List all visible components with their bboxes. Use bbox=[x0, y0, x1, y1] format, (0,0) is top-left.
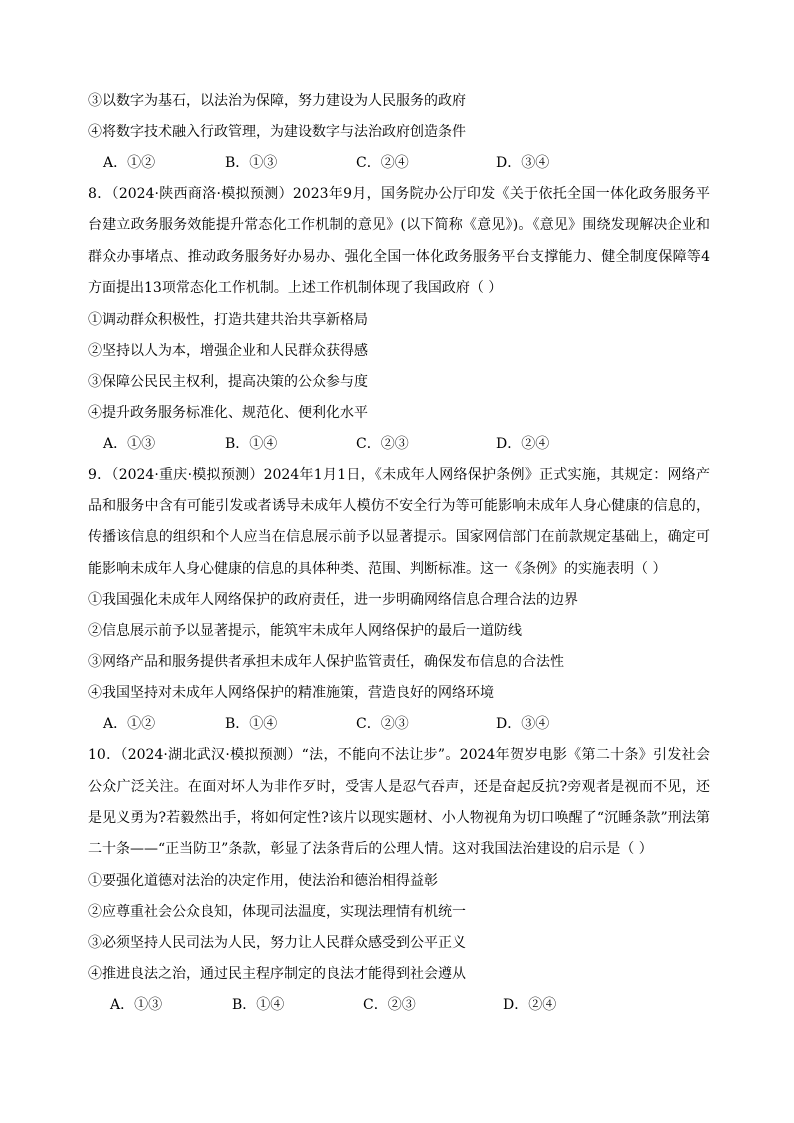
question-stem: 9．（2024·重庆·模拟预测）2024年1月1日，《未成年人网络保护条例》正式实施，其规定：网络产品和服务中含有可能引发或者诱导未成年人模仿不安全行为等可能影响未成年人身心健康的信息的，传播该信息的组织和个人应当在信息展示前予以显著提示。国家网信部门在前款规定基础上，确定可能影响未成年人身心健康的信息的具体种类、范围、判断标准。这一《条例》的实施表明（ ） bbox=[88, 466, 710, 577]
question-stem: 10．（2024·湖北武汉·模拟预测）“法，不能向不法让步”。2024年贺岁电影《第二十条》引发社会公众广泛关注。在面对坏人为非作歹时，受害人是忍气吞声，还是奋起反抗?旁观者是视而不见，还是见义勇为?若毅然出手，将如何定性?该片以现实题材、小人物视角为切口唤醒了“沉睡条款”刑法第二十条——“正当防卫”条款，彰显了法条背后的公理人情。这对我国法治建设的启示是（ ） bbox=[88, 747, 710, 858]
option-line: ②坚持以人为本，增强企业和人民群众获得感 bbox=[88, 342, 368, 359]
question-stem: 8．（2024·陕西商洛·模拟预测）2023年9月，国务院办公厅印发《关于依托全国一体化政务服务平台建立政务服务效能提升常态化工作机制的意见》(以下简称《意见》)。《意见》围绕发现解决企业和群众办事堵点、推动政务服务好办易办、强化全国一体化政务服务平台支撑能力、健全制度保障等4方面提出13项常态化工作机制。上述工作机制体现了我国政府（ ） bbox=[88, 186, 710, 297]
answer-choices bbox=[88, 709, 710, 740]
option-line: ③以数字为基石，以法治为保障，努力建设为人民服务的政府 bbox=[88, 93, 466, 109]
choice-c: C．②③ bbox=[363, 996, 416, 1013]
choice-c: C．②③ bbox=[356, 435, 409, 452]
answer-choices bbox=[88, 148, 710, 179]
option-line: ②信息展示前予以显著提示，能筑牢未成年人网络保护的最后一道防线 bbox=[88, 623, 522, 640]
option-line: ③必须坚持人民司法为人民，努力让人民群众感受到公平正义 bbox=[88, 934, 466, 951]
option-line: ④我国坚持对未成年人网络保护的精准施策，营造良好的网络环境 bbox=[88, 685, 494, 702]
option-line: ④推进良法之治，通过民主程序制定的良法才能得到社会遵从 bbox=[88, 965, 466, 982]
choice-d: D．②④ bbox=[503, 996, 557, 1013]
choice-b: B．①④ bbox=[225, 716, 278, 733]
choice-c: C．②③ bbox=[356, 716, 409, 733]
answer-choices bbox=[88, 990, 710, 1021]
prev-question bbox=[88, 86, 710, 179]
question-8 bbox=[88, 179, 710, 460]
choice-a: A．①③ bbox=[103, 435, 156, 452]
choice-c: C．②④ bbox=[356, 155, 409, 171]
option-line: ③保障公民民主权利，提高决策的公众参与度 bbox=[88, 373, 368, 390]
choice-a: A．①③ bbox=[110, 996, 163, 1013]
choice-b: B．①④ bbox=[232, 996, 285, 1013]
option-line: ④提升政务服务标准化、规范化、便利化水平 bbox=[88, 404, 368, 421]
option-line: ②应尊重社会公众良知，体现司法温度，实现法理情有机统一 bbox=[88, 903, 466, 920]
option-line: ④将数字技术融入行政管理，为建设数字与法治政府创造条件 bbox=[88, 124, 466, 140]
choice-b: B．①④ bbox=[225, 435, 278, 452]
option-line: ①调动群众积极性，打造共建共治共享新格局 bbox=[88, 311, 368, 328]
choice-d: D．③④ bbox=[496, 716, 550, 733]
choice-a: A．①② bbox=[103, 155, 156, 171]
question-9 bbox=[88, 460, 710, 741]
choice-a: A．①② bbox=[103, 716, 156, 733]
exam-page bbox=[88, 86, 710, 1021]
option-line: ①我国强化未成年人网络保护的政府责任，进一步明确网络信息合理合法的边界 bbox=[88, 592, 578, 609]
option-line: ③网络产品和服务提供者承担未成年人保护监管责任，确保发布信息的合法性 bbox=[88, 654, 564, 671]
choice-d: D．③④ bbox=[496, 155, 550, 171]
choice-d: D．②④ bbox=[496, 435, 550, 452]
question-10 bbox=[88, 740, 710, 1021]
option-line: ①要强化道德对法治的决定作用，使法治和德治相得益彰 bbox=[88, 872, 438, 889]
choice-b: B．①③ bbox=[225, 155, 278, 171]
answer-choices bbox=[88, 429, 710, 460]
